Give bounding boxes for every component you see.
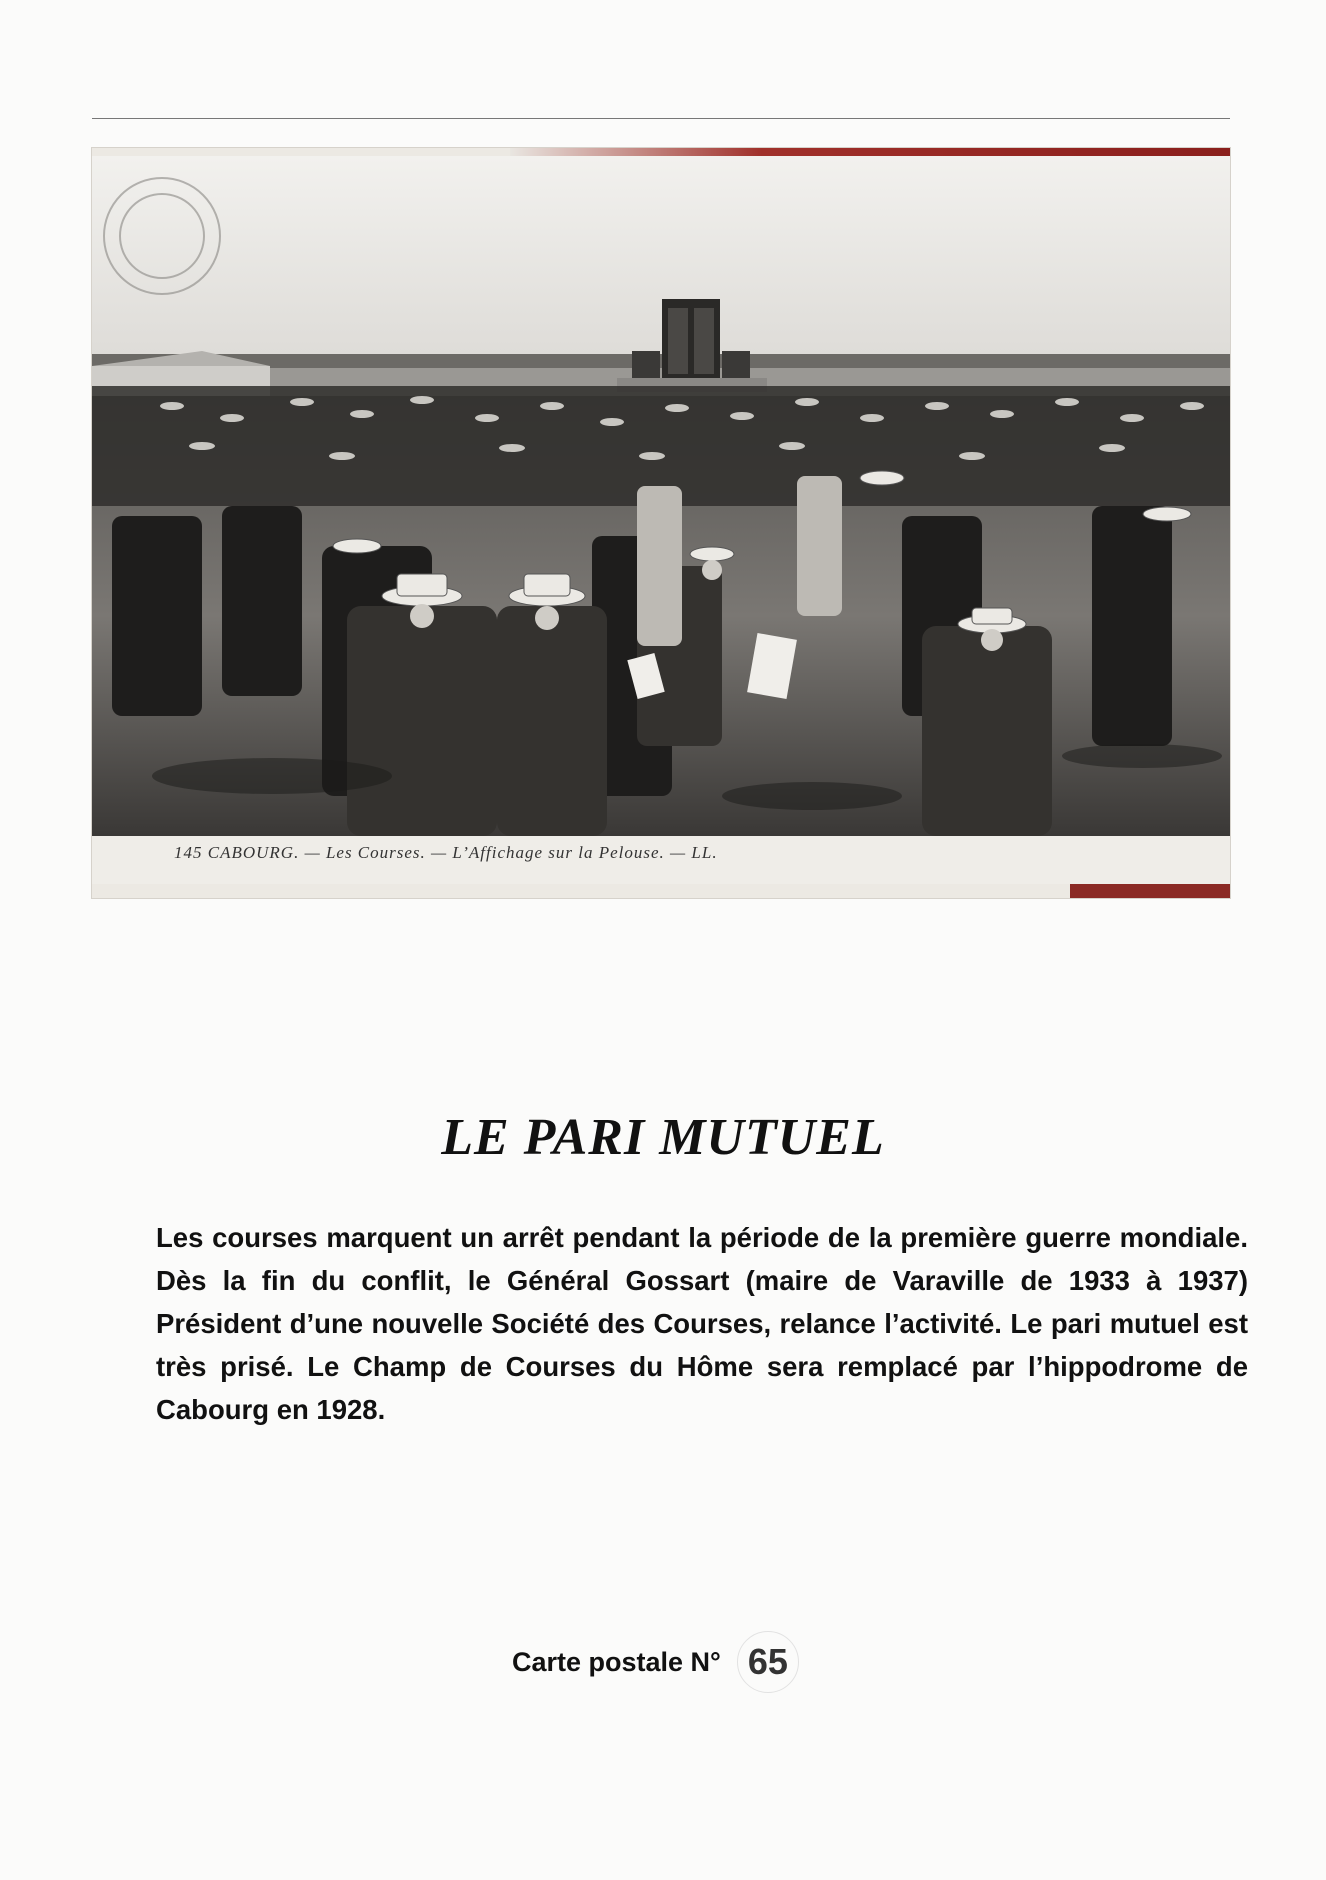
album-edge-bottom bbox=[1070, 884, 1230, 898]
page-title: LE PARI MUTUEL bbox=[441, 1109, 885, 1166]
postcard-caption: 145 CABOURG. — Les Courses. — L’Affichage sur la Pelouse. — LL. bbox=[174, 843, 718, 862]
postcard-image bbox=[92, 148, 1230, 898]
article-body: Les courses marquent un arrêt pendant la période de la première guerre mondiale. Dès la fin du conflit, le Général Gossart (maire de Varaville de 1933 à 1937) Président d’une nouvelle Société des Courses, relance l’activité. Le pari mutuel est très prisé. Le Champ de Courses du Hôme sera remplacé par l’hippodrome de Cabourg en 1928. bbox=[156, 1222, 1248, 1425]
postcard-number: 65 bbox=[737, 1631, 799, 1693]
footer-label: Carte postale N° bbox=[512, 1646, 721, 1677]
postcard-number-footer bbox=[512, 1632, 799, 1692]
racecourse-crowd-photo bbox=[92, 156, 1230, 836]
album-edge-top bbox=[510, 148, 1230, 156]
top-rule bbox=[92, 118, 1230, 119]
